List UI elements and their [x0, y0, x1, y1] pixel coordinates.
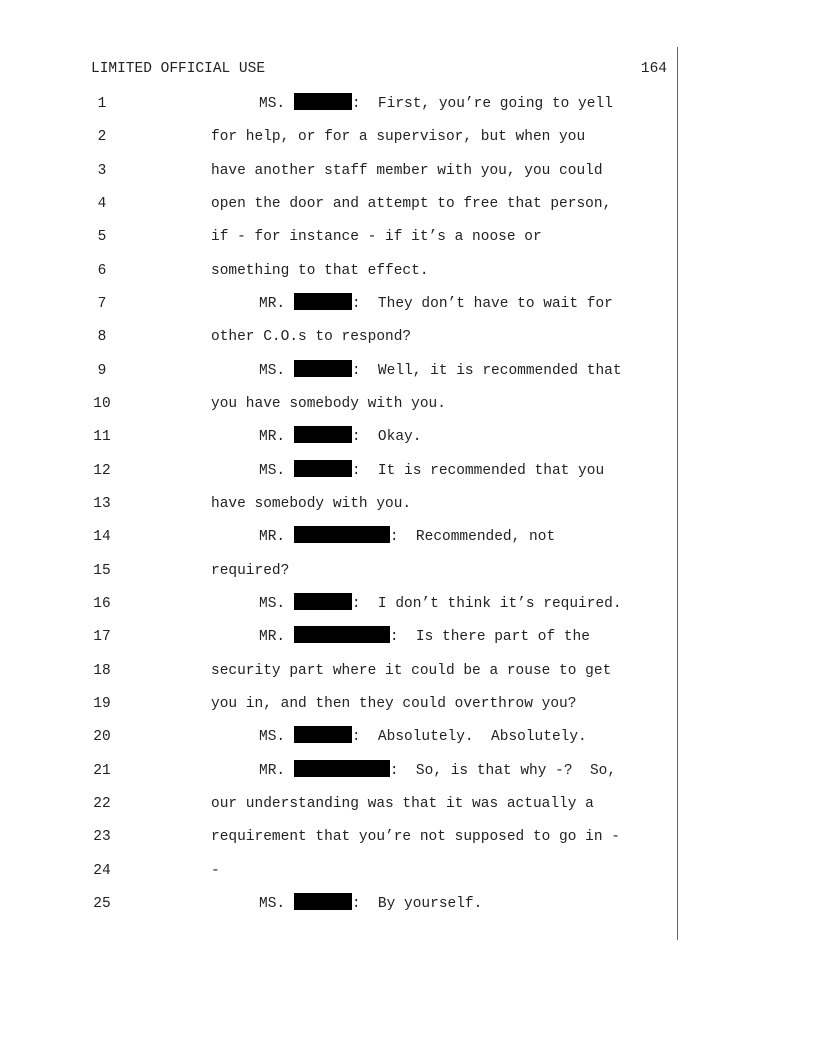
speaker-title: MS. — [259, 462, 286, 479]
transcript-line — [0, 625, 816, 658]
spoken-text: something to that effect. — [211, 262, 429, 279]
line-text — [211, 259, 429, 283]
redacted-name-block — [294, 426, 352, 443]
spoken-text: our understanding was that it was actually a — [211, 795, 594, 812]
spoken-text: : Is there part of the — [389, 629, 590, 646]
transcript-line — [0, 592, 816, 625]
line-number: 13 — [93, 495, 111, 512]
speaker-title: MS. — [259, 362, 286, 379]
spoken-text: have another staff member with you, you could — [211, 162, 603, 179]
line-number: 10 — [93, 395, 111, 412]
transcript-line — [0, 125, 816, 158]
line-text — [211, 125, 585, 149]
spoken-text: : Recommended, not — [389, 529, 556, 546]
redacted-name-block — [294, 526, 390, 543]
transcript-line — [0, 525, 816, 558]
line-number: 6 — [97, 262, 107, 279]
speaker-title: MR. — [259, 295, 286, 312]
redacted-name-block — [294, 93, 352, 110]
transcript-line — [0, 392, 816, 425]
spoken-text: required? — [211, 562, 290, 579]
transcript-body — [0, 92, 816, 925]
speaker-title: MS. — [259, 729, 286, 746]
line-text — [259, 425, 421, 449]
spoken-text: : Absolutely. Absolutely. — [351, 729, 587, 746]
line-number: 8 — [97, 329, 107, 346]
line-text — [211, 325, 411, 349]
redacted-name-block — [294, 360, 352, 377]
transcript-line — [0, 859, 816, 892]
spoken-text: requirement that you’re not supposed to go in - — [211, 829, 620, 846]
redacted-name-block — [294, 893, 352, 910]
spoken-text: have somebody with you. — [211, 495, 412, 512]
spoken-text: : Well, it is recommended that — [351, 362, 622, 379]
redacted-name-block — [294, 593, 352, 610]
speaker-title: MS. — [259, 595, 286, 612]
line-text — [211, 225, 542, 249]
transcript-line — [0, 692, 816, 725]
redacted-name-block — [294, 460, 352, 477]
line-text — [259, 92, 613, 116]
line-number: 2 — [97, 129, 107, 146]
line-number: 17 — [93, 629, 111, 646]
redacted-name-block — [294, 760, 390, 777]
transcript-line — [0, 259, 816, 292]
line-text — [259, 725, 587, 749]
line-number: 25 — [93, 895, 111, 912]
line-number: 11 — [93, 429, 111, 446]
speaker-title: MR. — [259, 529, 286, 546]
spoken-text: open the door and attempt to free that person, — [211, 195, 612, 212]
spoken-text: : So, is that why -? So, — [389, 762, 617, 779]
transcript-line — [0, 92, 816, 125]
line-text — [211, 692, 576, 716]
spoken-text: for help, or for a supervisor, but when you — [211, 129, 586, 146]
transcript-line — [0, 792, 816, 825]
line-number: 9 — [97, 362, 107, 379]
line-text — [211, 859, 220, 883]
line-text — [259, 759, 616, 783]
speaker-title: MR. — [259, 762, 286, 779]
line-text — [211, 159, 603, 183]
line-number: 1 — [97, 96, 107, 112]
line-number: 20 — [93, 729, 111, 746]
page-header — [91, 61, 667, 81]
line-number: 22 — [93, 795, 111, 812]
line-number: 19 — [93, 695, 111, 712]
line-number: 12 — [93, 462, 111, 479]
transcript-line — [0, 425, 816, 458]
spoken-text: : I don’t think it’s required. — [351, 595, 622, 612]
spoken-text: : They don’t have to wait for — [351, 295, 613, 312]
spoken-text: security part where it could be a rouse to get — [211, 662, 612, 679]
redacted-name-block — [294, 626, 390, 643]
transcript-line — [0, 292, 816, 325]
transcript-line — [0, 159, 816, 192]
line-number: 21 — [93, 762, 111, 779]
line-number: 18 — [93, 662, 111, 679]
line-text — [211, 659, 611, 683]
page-number: 164 — [640, 61, 667, 77]
line-text — [259, 459, 604, 483]
line-text — [211, 559, 289, 583]
transcript-line — [0, 559, 816, 592]
line-number: 3 — [97, 162, 107, 179]
speaker-title: MR. — [259, 429, 286, 446]
spoken-text: : Okay. — [351, 429, 422, 446]
transcript-line — [0, 459, 816, 492]
spoken-text: : First, you’re going to yell — [351, 96, 613, 112]
line-text — [259, 292, 613, 316]
transcript-line — [0, 759, 816, 792]
line-text — [259, 625, 590, 649]
spoken-text: - — [211, 862, 220, 879]
line-number: 15 — [93, 562, 111, 579]
transcript-line — [0, 659, 816, 692]
line-text — [259, 892, 482, 916]
spoken-text: other C.O.s to respond? — [211, 329, 412, 346]
spoken-text: you have somebody with you. — [211, 395, 446, 412]
transcript-line — [0, 825, 816, 858]
line-text — [211, 492, 411, 516]
line-text — [211, 392, 446, 416]
transcript-line — [0, 492, 816, 525]
speaker-title: MR. — [259, 629, 286, 646]
spoken-text: you in, and then they could overthrow you? — [211, 695, 577, 712]
line-number: 23 — [93, 829, 111, 846]
line-number: 24 — [93, 862, 111, 879]
speaker-title: MS. — [259, 895, 286, 912]
transcript-line — [0, 325, 816, 358]
classification-label: LIMITED OFFICIAL USE — [91, 61, 266, 77]
line-text — [259, 359, 622, 383]
line-text — [211, 192, 611, 216]
line-text — [211, 825, 620, 849]
line-number: 14 — [93, 529, 111, 546]
redacted-name-block — [294, 726, 352, 743]
transcript-line — [0, 225, 816, 258]
transcript-line — [0, 892, 816, 925]
transcript-line — [0, 725, 816, 758]
redacted-name-block — [294, 293, 352, 310]
transcript-line — [0, 192, 816, 225]
spoken-text: : It is recommended that you — [351, 462, 605, 479]
transcript-line — [0, 359, 816, 392]
spoken-text: : By yourself. — [351, 895, 483, 912]
speaker-title: MS. — [259, 96, 286, 112]
line-number: 16 — [93, 595, 111, 612]
line-text — [211, 792, 594, 816]
line-number: 5 — [97, 229, 107, 246]
line-number: 7 — [97, 295, 107, 312]
spoken-text: if - for instance - if it’s a noose or — [211, 229, 542, 246]
line-text — [259, 592, 622, 616]
line-text — [259, 525, 555, 549]
line-number: 4 — [97, 195, 107, 212]
